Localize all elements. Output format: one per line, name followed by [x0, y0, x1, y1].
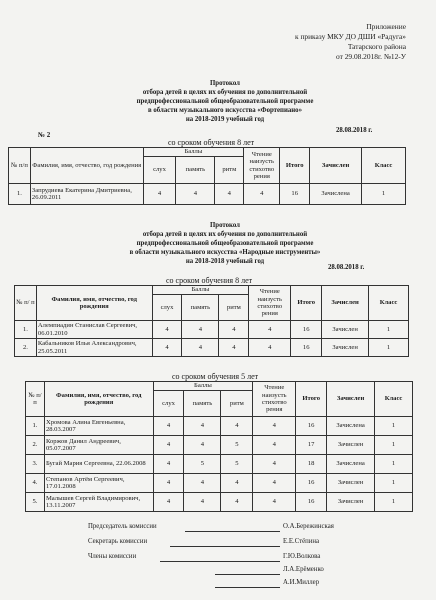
appendix-line: к приказу МКУ ДО ДШИ «Радуга»	[295, 32, 406, 41]
signature-line	[170, 546, 280, 547]
cell-n: 1.	[15, 321, 37, 339]
header-name: Фамилия, имя, отчество, год рождения	[36, 286, 152, 321]
cell-total: 16	[280, 184, 310, 205]
header-name: Фамилия, имя, отчество, год рождения	[44, 382, 153, 417]
protocol2-table-5	[25, 381, 413, 512]
cell-rhythm: 5	[221, 436, 253, 455]
header-memory: память	[182, 295, 219, 321]
cell-enrolled: Зачислен	[322, 321, 369, 339]
header-n: № п/ п	[26, 382, 45, 417]
header-reading: Чтение наизусть стихотво рения	[244, 148, 280, 184]
appendix	[295, 22, 406, 62]
header-hearing: слух	[152, 295, 182, 321]
cell-enrolled: Зачислена	[327, 455, 375, 474]
appendix-line: Приложение	[366, 22, 406, 31]
cell-hearing: 4	[152, 321, 182, 339]
cell-enrolled: Зачислен	[327, 436, 375, 455]
cell-n: 1.	[9, 184, 31, 205]
protocol2-line: предпрофессиональной общеобразовательной программе	[136, 240, 314, 247]
cell-grade: 1	[375, 493, 413, 512]
cell-enrolled: Зачислен	[322, 339, 369, 357]
header-scores: Баллы	[153, 382, 253, 391]
table-row	[15, 321, 409, 339]
cell-reading: 4	[244, 184, 280, 205]
cell-reading: 4	[253, 436, 296, 455]
cell-reading: 4	[249, 321, 291, 339]
cell-name: Степанов Артём Сергеевич, 17.01.2008	[44, 474, 153, 493]
header-n: № п/ п	[15, 286, 37, 321]
header-total: Итого	[296, 382, 327, 417]
header-scores: Баллы	[143, 148, 244, 157]
cell-total: 16	[291, 339, 322, 357]
cell-enrolled: Зачислена	[327, 417, 375, 436]
members-label: Члены комиссии	[88, 553, 137, 560]
cell-grade: 1	[375, 474, 413, 493]
protocol2-date: 28.08.2018 г.	[328, 264, 365, 271]
cell-name: Малышев Сергей Владимирович, 13.11.2007	[44, 493, 153, 512]
cell-rhythm: 5	[221, 455, 253, 474]
table-row	[15, 339, 409, 357]
protocol2-term5: со сроком обучения 5 лет	[172, 372, 259, 381]
header-grade: Класс	[362, 148, 406, 184]
cell-rhythm: 4	[215, 184, 244, 205]
cell-hearing: 4	[153, 436, 184, 455]
cell-total: 16	[296, 493, 327, 512]
cell-total: 16	[296, 417, 327, 436]
cell-memory: 4	[176, 184, 215, 205]
header-rhythm: ритм	[215, 157, 244, 184]
cell-hearing: 4	[153, 493, 184, 512]
cell-grade: 1	[375, 417, 413, 436]
cell-total: 17	[296, 436, 327, 455]
cell-rhythm: 4	[221, 493, 253, 512]
cell-n: 2.	[15, 339, 37, 357]
cell-rhythm: 4	[221, 417, 253, 436]
header-reading: Чтение наизусть стихотво рения	[253, 382, 296, 417]
header-memory: память	[184, 391, 221, 417]
cell-total: 16	[296, 474, 327, 493]
cell-n: 2.	[26, 436, 45, 455]
cell-enrolled: Зачислен	[327, 493, 375, 512]
cell-grade: 1	[375, 436, 413, 455]
cell-name: Хромова Алина Евгеньевна, 28.03.2007	[44, 417, 153, 436]
header-n: № п/п	[9, 148, 31, 184]
member-name: Е.Е.Стёпина	[283, 538, 320, 545]
table-row	[26, 474, 413, 493]
cell-reading: 4	[249, 339, 291, 357]
table-row	[26, 493, 413, 512]
cell-hearing: 4	[153, 455, 184, 474]
cell-total: 18	[296, 455, 327, 474]
cell-rhythm: 4	[221, 474, 253, 493]
cell-n: 4.	[26, 474, 45, 493]
cell-grade: 1	[369, 321, 409, 339]
header-scores: Баллы	[152, 286, 249, 295]
cell-n: 5.	[26, 493, 45, 512]
header-reading: Чтение наизусть стихотво рения	[249, 286, 291, 321]
cell-memory: 4	[182, 339, 219, 357]
chair-label: Председатель комиссии	[88, 523, 157, 530]
cell-memory: 4	[182, 321, 219, 339]
cell-grade: 1	[369, 339, 409, 357]
protocol2-term8: со сроком обучения 8 лет	[166, 276, 253, 285]
cell-memory: 5	[184, 455, 221, 474]
protocol1-number: № 2	[38, 131, 51, 139]
cell-memory: 4	[184, 436, 221, 455]
header-enrolled: Зачислен	[310, 148, 362, 184]
member-name: О.А.Бережинская	[283, 523, 334, 530]
cell-memory: 4	[184, 474, 221, 493]
signature-line	[215, 587, 280, 588]
header-name: Фамилия, имя, отчество, год рождения	[30, 148, 143, 184]
cell-enrolled: Зачислена	[310, 184, 362, 205]
signature-line	[160, 561, 280, 562]
member-name: Г.Ю.Волкова	[283, 553, 321, 560]
cell-name: Коржов Данил Андреевич, 05.07.2007	[44, 436, 153, 455]
appendix-line: Татарского района	[347, 42, 406, 51]
header-hearing: слух	[153, 391, 184, 417]
protocol1-date: 28.08.2018 г.	[336, 127, 373, 134]
member-name: Л.А.Ерёменко	[283, 566, 324, 573]
appendix-line: от 29.08.2018г. №12-У	[336, 52, 406, 61]
header-enrolled: Зачислен	[322, 286, 369, 321]
header-rhythm: ритм	[219, 295, 249, 321]
protocol1-heading	[60, 79, 390, 124]
table-row	[26, 436, 413, 455]
cell-total: 16	[291, 321, 322, 339]
cell-name: Алемпиадин Станислав Сергеевич, 06.01.2010	[36, 321, 152, 339]
cell-n: 3.	[26, 455, 45, 474]
protocol2-table-8	[14, 285, 409, 357]
cell-rhythm: 4	[219, 321, 249, 339]
cell-reading: 4	[253, 474, 296, 493]
header-grade: Класс	[375, 382, 413, 417]
protocol2-line: на 2018-2018 учебный год	[185, 258, 265, 265]
protocol1-title: Протокол	[210, 80, 240, 87]
header-memory: память	[176, 157, 215, 184]
cell-reading: 4	[253, 417, 296, 436]
signature-line	[185, 531, 280, 532]
cell-n: 1.	[26, 417, 45, 436]
protocol2-heading	[60, 221, 390, 266]
protocol1-term: со сроком обучения 8 лет	[168, 138, 255, 147]
protocol2-line: отбора детей в целях их обучения по дополнительной	[142, 231, 308, 238]
cell-grade: 1	[362, 184, 406, 205]
member-name: А.И.Миллер	[283, 579, 320, 586]
header-rhythm: ритм	[221, 391, 253, 417]
header-enrolled: Зачислен	[327, 382, 375, 417]
protocol1-line: на 2018-2019 учебный год	[185, 116, 265, 123]
cell-memory: 4	[184, 417, 221, 436]
protocol1-line: предпрофессиональной общеобразовательной программе	[136, 98, 314, 105]
cell-name: Кабальников Илья Александрович, 25.05.2011	[36, 339, 152, 357]
cell-hearing: 4	[153, 417, 184, 436]
signature-line	[215, 574, 280, 575]
protocol1-line: отбора детей в целях их обучения по дополнительной	[142, 89, 308, 96]
table-row	[26, 455, 413, 474]
cell-rhythm: 4	[219, 339, 249, 357]
header-total: Итого	[280, 148, 310, 184]
cell-hearing: 4	[143, 184, 176, 205]
header-grade: Класс	[369, 286, 409, 321]
cell-name: Запрудиева Екатерина Дмитриевна, 26.09.2011	[30, 184, 143, 205]
cell-hearing: 4	[153, 474, 184, 493]
cell-enrolled: Зачислен	[327, 474, 375, 493]
cell-hearing: 4	[152, 339, 182, 357]
cell-grade: 1	[375, 455, 413, 474]
protocol2-title: Протокол	[210, 222, 240, 229]
secretary-label: Секретарь комиссии	[88, 538, 148, 545]
table-row	[26, 417, 413, 436]
header-hearing: слух	[143, 157, 176, 184]
cell-name: Бугай Мария Сергеевна, 22.06.2008	[44, 455, 153, 474]
protocol1-line: в области музыкального искусства «Фортепиано»	[148, 107, 302, 114]
table-row	[9, 184, 406, 205]
header-total: Итого	[291, 286, 322, 321]
protocol2-line: в области музыкального искусства «Народные инструменты»	[129, 249, 321, 256]
cell-reading: 4	[253, 455, 296, 474]
cell-memory: 4	[184, 493, 221, 512]
cell-reading: 4	[253, 493, 296, 512]
protocol1-table	[8, 147, 406, 205]
